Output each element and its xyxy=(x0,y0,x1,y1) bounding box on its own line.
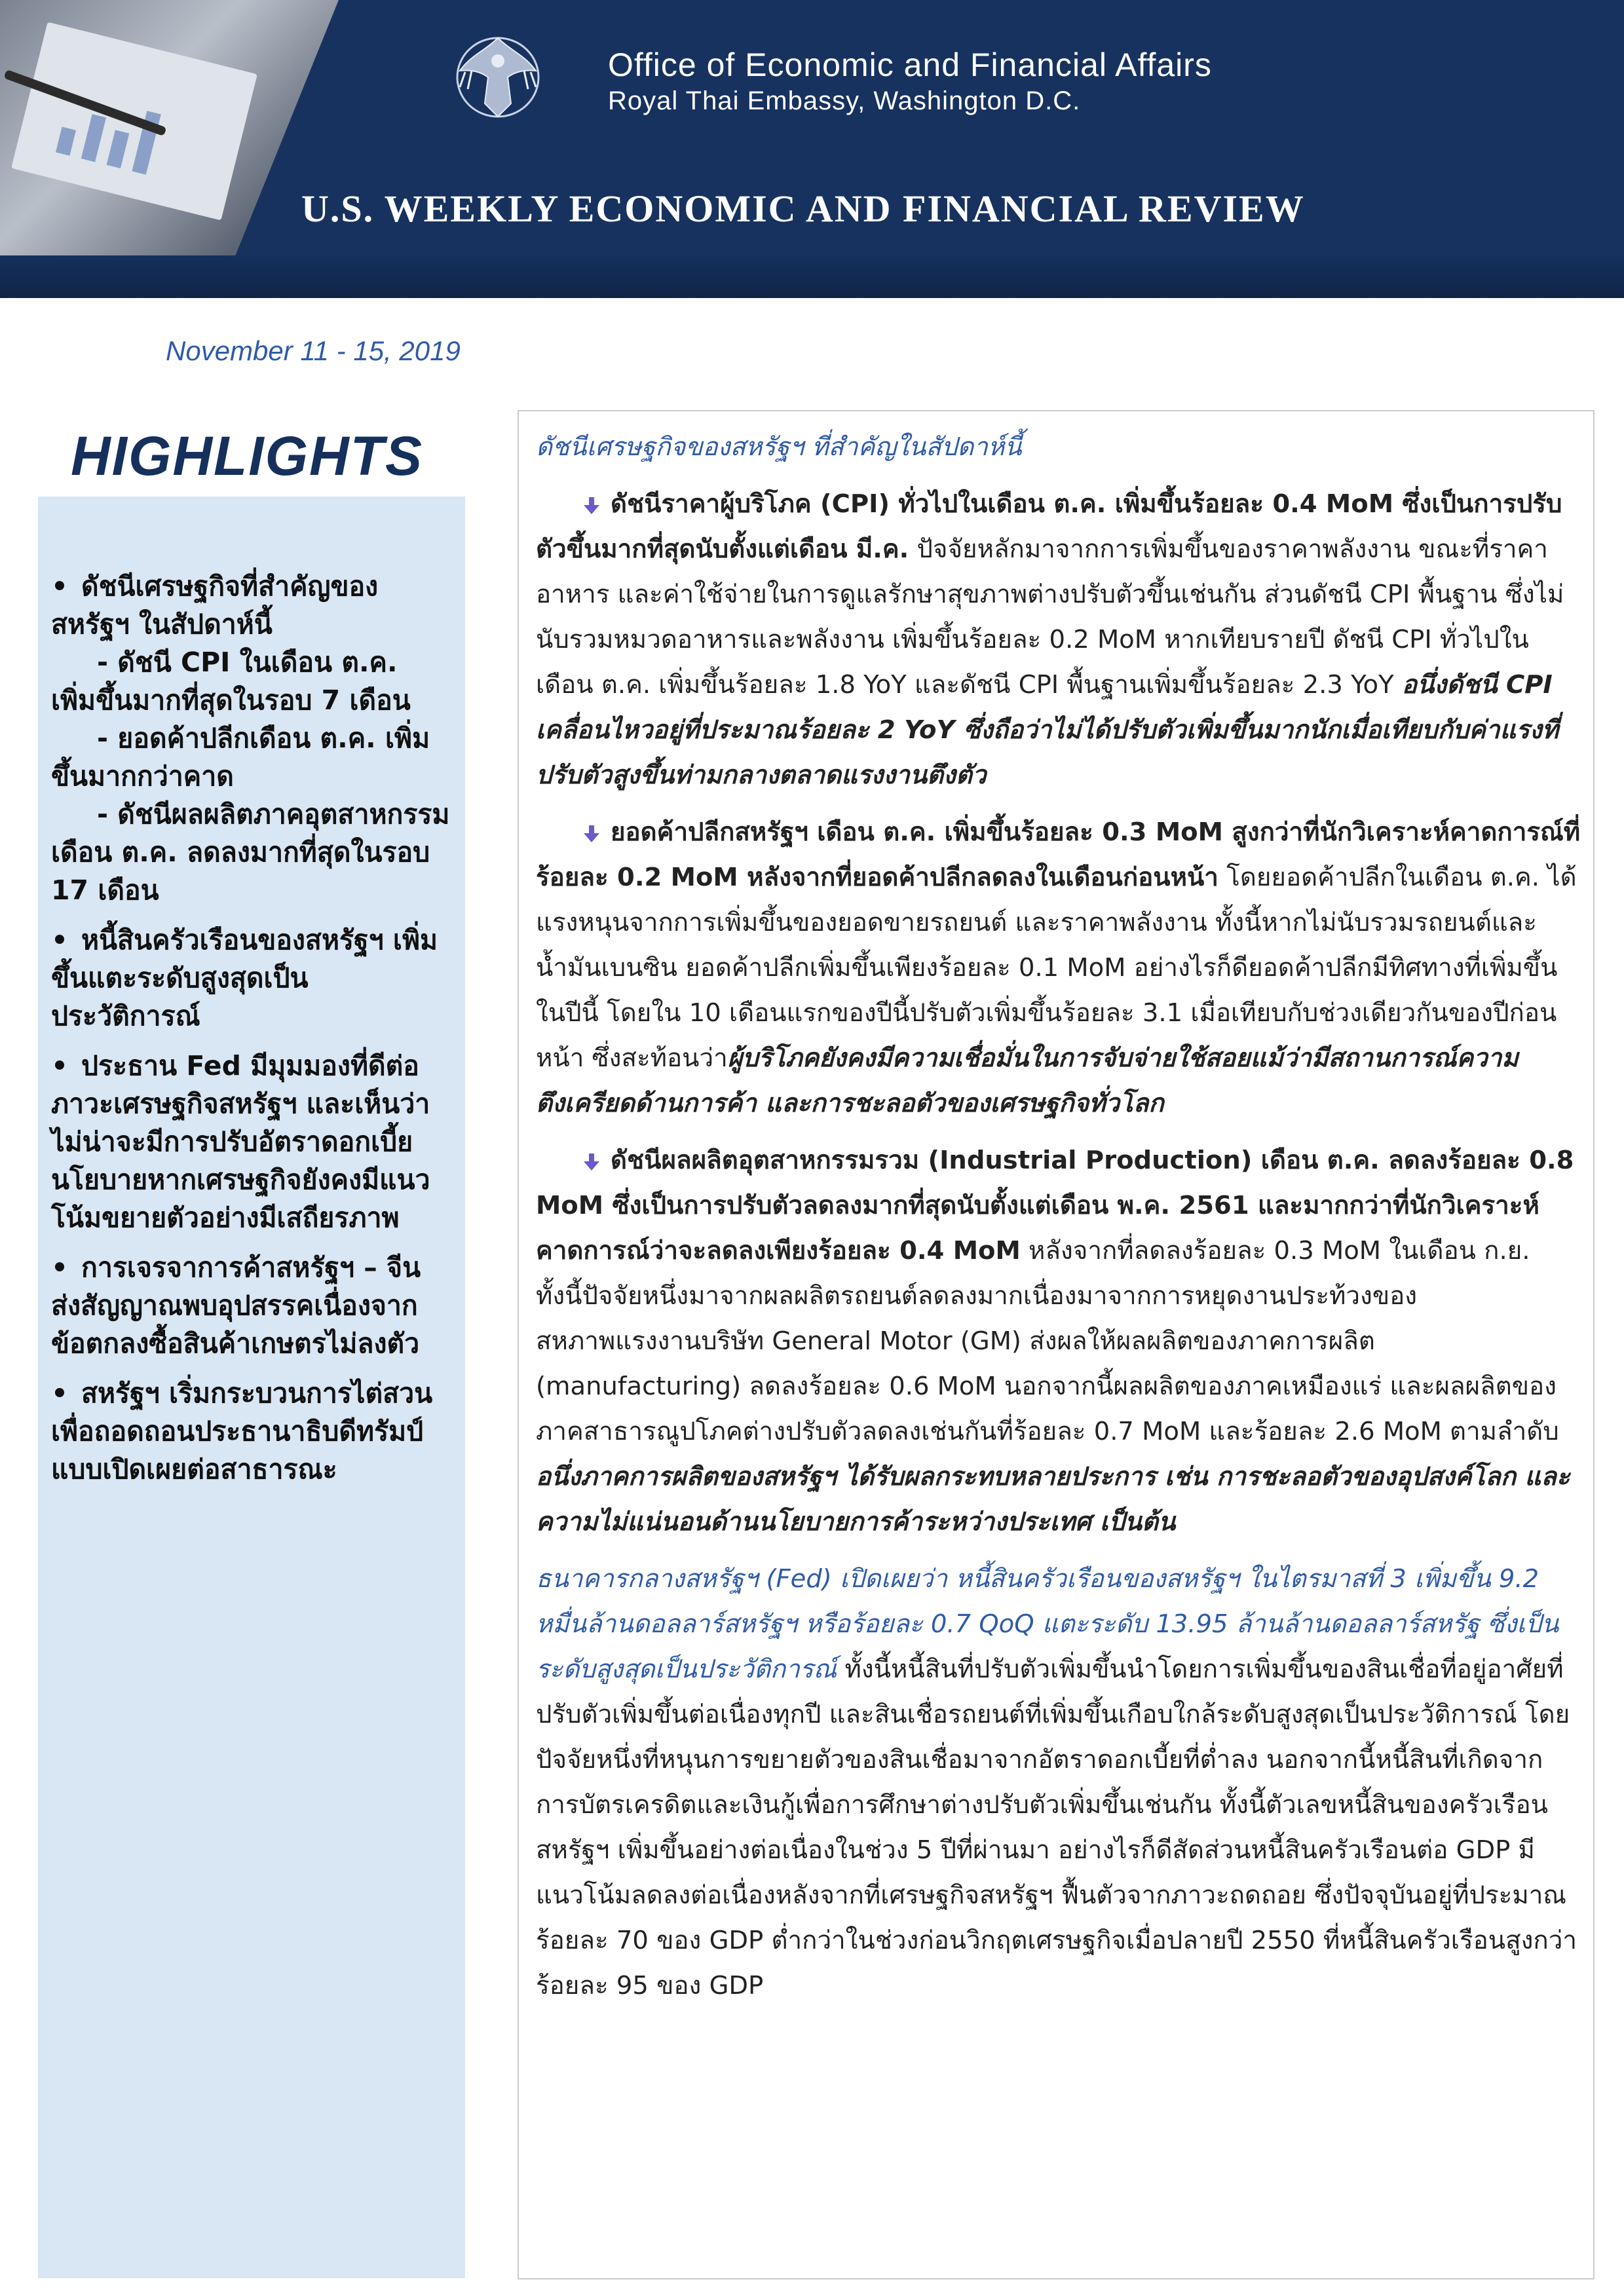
bullet-icon xyxy=(55,1388,64,1397)
office-title: Office of Economic and Financial Affairs xyxy=(608,47,1212,83)
cpi-emphasis: อนึ่งดัชนี CPI เคลื่อนไหวอยู่ที่ประมาณร้อยละ 2 YoY ซึ่งถือว่าไม่ได้ปรับตัวเพิ่มขึ้นมากนักเมื่อเทียบกับค่าแรงที่ปรับตัวสูงขึ้นท่ามกลางตลาดแรงงานตึงตัว xyxy=(536,670,1559,790)
section-heading: ดัชนีเศรษฐกิจของสหรัฐฯ ที่สำคัญในสัปดาห์นี้ xyxy=(536,432,1022,462)
highlights-title: HIGHLIGHTS xyxy=(71,425,423,487)
cpi-paragraph xyxy=(536,481,1581,798)
bullet-icon xyxy=(55,1060,64,1070)
highlight-sub: - ดัชนี CPI ในเดือน ต.ค. เพิ่มขึ้นมากที่สุดในรอบ 7 เดือน xyxy=(51,647,411,716)
cpi-bold: ดัชนีราคาผู้บริโภค (CPI) ทั่วไปในเดือน ต.ค. เพิ่มขึ้นร้อยละ 0.4 MoM ซึ่งเป็นการปรับตัวขึ้นมากที่สุดนับตั้งแต่เดือน มี.ค. xyxy=(536,489,1562,564)
retail-emphasis: ผู้บริโภคยังคงมีความเชื่อมั่นในการจับจ่ายใช้สอยแม้ว่ามีสถานการณ์ความตึงเครียดด้านการค้า และการชะลอตัวของเศรษฐกิจทั่วโลก xyxy=(536,1043,1519,1118)
highlight-item xyxy=(51,921,451,1035)
highlight-item xyxy=(51,1248,451,1362)
highlight-sub: - ดัชนีผลผลิตภาคอุตสาหกรรมเดือน ต.ค. ลดลงมากที่สุดในรอบ 17 เดือน xyxy=(51,798,450,906)
review-title: U.S. WEEKLY ECONOMIC AND FINANCIAL REVIEW xyxy=(301,187,1305,230)
industrial-text: หลังจากที่ลดลงร้อยละ 0.3 MoM ในเดือน ก.ย. ทั้งนี้ปัจจัยหนึ่งมาจากผลผลิตรถยนต์ลดลงมากเนื่องมาจากการหยุดงานประท้วงของสหภาพแรงงานบริษัท General Motor (GM) ส่งผลให้ผลผลิตของภาคการผลิต (manufacturing) ลดลงร้อยละ 0.6 MoM นอกจากนี้ผลผลิตของภาคเหมืองแร่ และผลผลิตของภาคสาธารณูปโภคต่างปรับตัวลดลงเช่นกันที่ร้อยละ 0.7 MoM และร้อยละ 2.6 MoM ตามลำดับ xyxy=(536,1236,1559,1446)
highlight-text: ประธาน Fed มีมุมมองที่ดีต่อภาวะเศรษฐกิจสหรัฐฯ และเห็นว่า ไม่น่าจะมีการปรับอัตราดอกเบี้ยนโยบายหากเศรษฐกิจยังคงมีแนวโน้มขยายตัวอย่างมีเสถียรภาพ xyxy=(51,1050,430,1233)
highlight-sub: - ยอดค้าปลีกเดือน ต.ค. เพิ่มขึ้นมากกว่าคาด xyxy=(51,722,430,792)
highlight-text: การเจรจาการค้าสหรัฐฯ – จีน ส่งสัญญาณพบอุปสรรคเนื่องจากข้อตกลงซื้อสินค้าเกษตรไม่ลงตัว xyxy=(51,1252,421,1359)
report-date: November 11 - 15, 2019 xyxy=(166,335,461,366)
header-diagonal xyxy=(201,0,1624,298)
arrow-down-icon xyxy=(582,1152,601,1172)
highlight-item xyxy=(51,1374,451,1488)
garuda-emblem-icon xyxy=(452,25,544,123)
highlight-text: สหรัฐฯ เริ่มกระบวนการไต่สวนเพื่อถอดถอนประธานาธิบดีทรัมป์ แบบเปิดเผยต่อสาธารณะ xyxy=(51,1378,433,1485)
retail-bold: ยอดค้าปลีกสหรัฐฯ เดือน ต.ค. เพิ่มขึ้นร้อยละ 0.3 MoM สูงกว่าที่นักวิเคราะห์คาดการณ์ที่ร้อยละ 0.2 MoM หลังจากที่ยอดค้าปลีกลดลงในเดือนก่อนหน้า xyxy=(536,817,1581,892)
bullet-icon xyxy=(55,935,64,944)
highlight-text: ดัชนีเศรษฐกิจที่สำคัญของสหรัฐฯ ในสัปดาห์นี้ xyxy=(51,571,379,640)
household-debt-heading: ธนาคารกลางสหรัฐฯ (Fed) เปิดเผยว่า หนี้สินครัวเรือนของสหรัฐฯ ในไตรมาสที่ 3 เพิ่มขึ้น 9.2 หมื่นล้านดอลลาร์สหรัฐฯ หรือร้อยละ 0.7 QoQ แตะระดับ 13.95 ล้านล้านดอลลาร์สหรัฐ ซึ่งเป็นระดับสูงสุดเป็นประวัติการณ์ xyxy=(536,1564,1559,1684)
arrow-down-icon xyxy=(582,496,601,516)
industrial-paragraph xyxy=(536,1138,1581,1545)
arrow-down-icon xyxy=(582,824,601,844)
highlight-text: หนี้สินครัวเรือนของสหรัฐฯ เพิ่มขึ้นแตะระดับสูงสุดเป็นประวัติการณ์ xyxy=(51,924,438,1032)
industrial-bold: ดัชนีผลผลิตอุตสาหกรรมรวม (Industrial Production) เดือน ต.ค. ลดลงร้อยละ 0.8 MoM ซึ่งเป็นการปรับตัวลดลงมากที่สุดนับตั้งแต่เดือน พ.ค. 2561 และมากกว่าที่นักวิเคราะห์คาดการณ์ว่าจะลดลงเพียงร้อยละ 0.4 MoM xyxy=(536,1146,1574,1266)
highlights-list xyxy=(51,567,451,1500)
retail-paragraph xyxy=(536,810,1581,1126)
main-content xyxy=(536,424,1581,2020)
office-subtitle: Royal Thai Embassy, Washington D.C. xyxy=(608,86,1081,115)
bullet-icon xyxy=(55,581,64,590)
industrial-emphasis: อนึ่งภาคการผลิตของสหรัฐฯ ได้รับผลกระทบหลายประการ เช่น การชะลอตัวของอุปสงค์โลก และความไม่แน่นอนด้านนโยบายการค้าระหว่างประเทศ เป็นต้น xyxy=(536,1462,1570,1537)
household-debt-paragraph xyxy=(536,1556,1581,2008)
cpi-text: ปัจจัยหลักมาจากการเพิ่มขึ้นของราคาพลังงาน ขณะที่ราคาอาหาร และค่าใช้จ่ายในการดูแลรักษาสุขภาพต่างปรับตัวขึ้นเช่นกัน ส่วนดัชนี CPI พื้นฐาน ซึ่งไม่นับรวมหมวดอาหารและพลังงาน เพิ่มขึ้นร้อยละ 0.2 MoM หากเทียบรายปี ดัชนี CPI ทั่วไปในเดือน ต.ค. เพิ่มขึ้นร้อยละ 1.8 YoY และดัชนี CPI พื้นฐานเพิ่มขึ้นร้อยละ 2.3 YoY xyxy=(536,534,1564,700)
household-debt-text: ทั้งนี้หนี้สินที่ปรับตัวเพิ่มขึ้นนำโดยการเพิ่มขึ้นของสินเชื่อที่อยู่อาศัยที่ปรับตัวเพิ่มขึ้นต่อเนื่องทุกปี และสินเชื่อรถยนต์ที่เพิ่มขึ้นเกือบใกล้ระดับสูงสุดเป็นประวัติการณ์ โดยปัจจัยหนึ่งที่หนุนการขยายตัวของสินเชื่อมาจากอัตราดอกเบี้ยที่ต่ำลง นอกจากนี้หนี้สินที่เกิดจากการบัตรเครดิตและเงินกู้เพื่อการศึกษาต่างปรับตัวเพิ่มขึ้นเช่นกัน ทั้งนี้ตัวเลขหนี้สินของครัวเรือนสหรัฐฯ เพิ่มขึ้นอย่างต่อเนื่องในช่วง 5 ปีที่ผ่านมา อย่างไรก็ดีสัดส่วนหนี้สินครัวเรือนต่อ GDP มีแนวโน้มลดลงต่อเนื่องหลังจากที่เศรษฐกิจสหรัฐฯ ฟื้นตัวจากภาวะถดถอย ซึ่งปัจจุบันอยู่ที่ประมาณร้อยละ 70 ของ GDP ต่ำกว่าในช่วงก่อนวิกฤตเศรษฐกิจเมื่อปลายปี 2550 ที่หนี้สินครัวเรือนสูงกว่าร้อยละ 95 ของ GDP xyxy=(536,1655,1577,2000)
highlight-item xyxy=(51,567,451,909)
retail-text: โดยยอดค้าปลีกในเดือน ต.ค. ได้แรงหนุนจากการเพิ่มขึ้นของยอดขายรถยนต์ และราคาพลังงาน ทั้งนี้หากไม่นับรวมรถยนต์และน้ำมันเบนซิน ยอดค้าปลีกเพิ่มขึ้นเพียงร้อยละ 0.1 MoM อย่างไรก็ดียอดค้าปลีกมีทิศทางที่เพิ่มขึ้นในปีนี้ โดยใน 10 เดือนแรกของปีนี้ปรับตัวเพิ่มขึ้นร้อยละ 3.1 เมื่อเทียบกับช่วงเดียวกันของปีก่อนหน้า ซึ่งสะท้อนว่า xyxy=(536,863,1577,1073)
header-banner xyxy=(0,0,1624,298)
bullet-icon xyxy=(55,1262,64,1271)
highlight-item xyxy=(51,1047,451,1237)
